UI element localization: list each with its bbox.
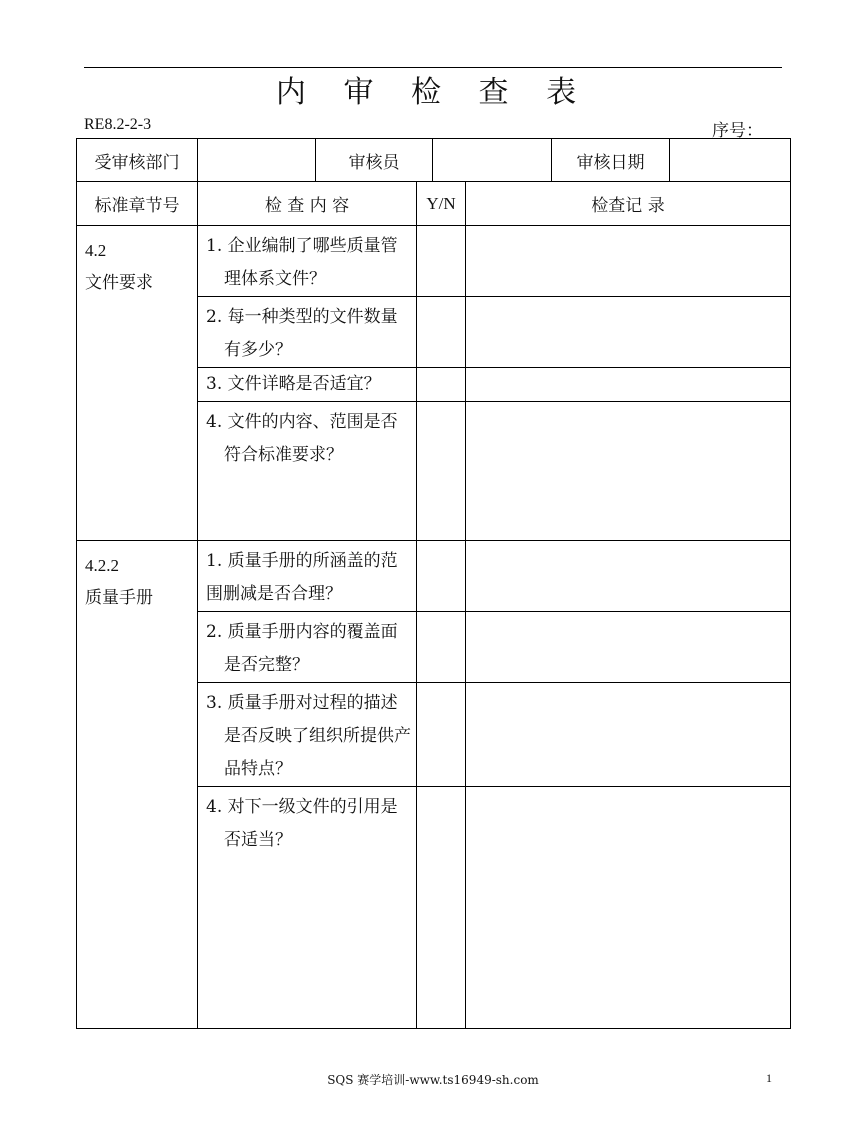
question-text: 3. 质量手册对过程的描述是否反映了组织所提供产品特点？	[206, 693, 411, 779]
yn-cell[interactable]	[417, 297, 466, 368]
checklist-table	[76, 181, 791, 1029]
top-rule	[84, 67, 782, 68]
question-text: 4. 文件的内容、范围是否符合标准要求？	[206, 412, 398, 465]
record-cell[interactable]	[466, 226, 791, 297]
audited-dept-label: 受审核部门	[77, 139, 198, 182]
question-cell	[198, 787, 417, 1029]
question-cell	[198, 612, 417, 683]
question-cell	[198, 226, 417, 297]
yn-cell[interactable]	[417, 612, 466, 683]
yn-cell[interactable]	[417, 402, 466, 541]
yn-cell[interactable]	[417, 683, 466, 787]
audit-date-label: 审核日期	[552, 139, 670, 182]
question-cell	[198, 368, 417, 402]
question-text: 2. 质量手册内容的覆盖面是否完整？	[206, 622, 398, 675]
section-cell	[77, 541, 198, 1029]
section-cell	[77, 226, 198, 541]
question-text: 3. 文件详略是否适宜？	[206, 374, 381, 394]
audited-dept-field[interactable]	[198, 139, 316, 182]
footer-text: SQS 赛学培训-www.ts16949-sh.com	[327, 1073, 539, 1087]
question-text: 4. 对下一级文件的引用是否适当？	[206, 797, 398, 850]
record-cell[interactable]	[466, 787, 791, 1029]
question-cell	[198, 541, 417, 612]
document-title: 内 审 检 查 表	[275, 75, 591, 110]
record-cell[interactable]	[466, 541, 791, 612]
page-number: 1	[766, 1071, 772, 1085]
record-cell[interactable]	[466, 368, 791, 402]
record-header: 检查记 录	[466, 182, 791, 226]
document-code: RE8.2-2-3	[84, 116, 152, 133]
section-code: 4.2	[85, 241, 107, 260]
audit-info-table	[76, 138, 791, 182]
table-row	[77, 541, 791, 612]
section-name: 文件要求	[85, 273, 153, 293]
table-row	[77, 226, 791, 297]
yn-cell[interactable]	[417, 368, 466, 402]
section-code: 4.2.2	[85, 556, 119, 575]
question-text: 1. 企业编制了哪些质量管理体系文件？	[206, 236, 398, 289]
section-name: 质量手册	[85, 588, 153, 608]
record-cell[interactable]	[466, 612, 791, 683]
question-cell	[198, 683, 417, 787]
auditor-label: 审核员	[316, 139, 433, 182]
audit-date-field[interactable]	[670, 139, 791, 182]
serial-number-label: 序号：	[712, 121, 763, 141]
question-cell	[198, 297, 417, 368]
yn-cell[interactable]	[417, 541, 466, 612]
yn-cell[interactable]	[417, 787, 466, 1029]
record-cell[interactable]	[466, 297, 791, 368]
question-text: 1. 质量手册的所涵盖的范围删减是否合理？	[206, 551, 398, 604]
clause-header: 标准章节号	[77, 182, 198, 226]
record-cell[interactable]	[466, 683, 791, 787]
record-cell[interactable]	[466, 402, 791, 541]
question-text: 2. 每一种类型的文件数量有多少？	[206, 307, 398, 360]
yn-cell[interactable]	[417, 226, 466, 297]
auditor-field[interactable]	[433, 139, 552, 182]
content-header: 检 查 内 容	[198, 182, 417, 226]
checklist-header-row	[77, 182, 791, 226]
yn-header: Y/N	[417, 182, 466, 226]
question-cell	[198, 402, 417, 541]
